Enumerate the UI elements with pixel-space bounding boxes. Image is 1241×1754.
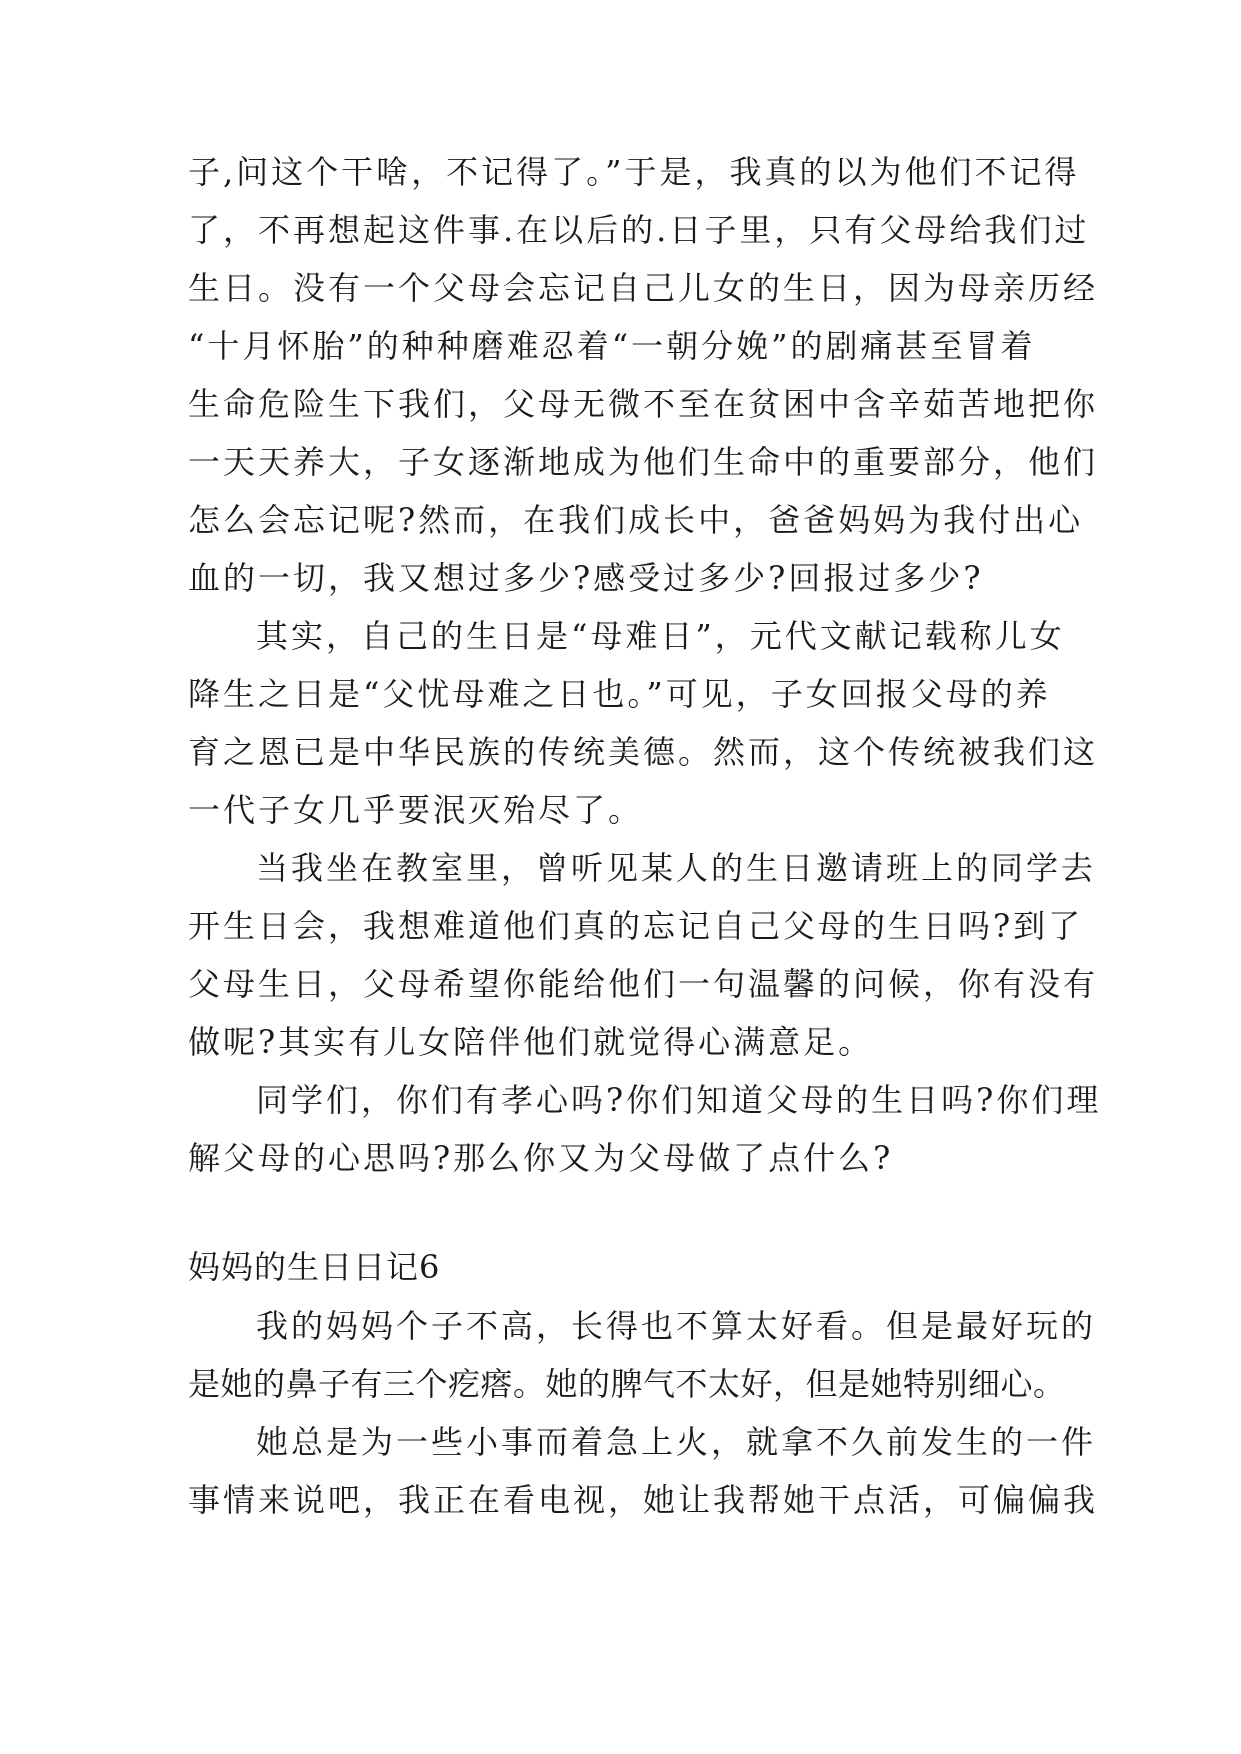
text-line: 血的一切，我又想过多少?感受过多少?回报过多少?: [188, 559, 984, 597]
paragraph-first-line: 当我坐在教室里，曾听见某人的生日邀请班上的同学去: [256, 849, 1097, 887]
text-line: 是她的鼻子有三个疙瘩。她的脾气不太好，但是她特别细心。: [188, 1365, 1066, 1403]
text-line: 子,问这个干啥，不记得了。”于是，我真的以为他们不记得: [188, 153, 1080, 191]
paragraph-first-line: 我的妈妈个子不高，长得也不算太好看。但是最好玩的: [256, 1307, 1097, 1345]
text-line: 解父母的心思吗?那么你又为父母做了点什么?: [188, 1139, 894, 1177]
text-line: 了，不再想起这件事.在以后的.日子里，只有父母给我们过: [188, 211, 1090, 249]
text-line: 开生日会，我想难道他们真的忘记自己父母的生日吗?到了: [188, 907, 1084, 945]
text-line: 事情来说吧，我正在看电视，她让我帮她干点活，可偏偏我: [188, 1481, 1099, 1519]
paragraph-first-line: 其实，自己的生日是“母难日”，元代文献记载称儿女: [256, 617, 1065, 655]
text-line: 育之恩已是中华民族的传统美德。然而，这个传统被我们这: [188, 733, 1099, 771]
text-line: 一天天养大，子女逐渐地成为他们生命中的重要部分，他们: [188, 443, 1099, 481]
text-line: 父母生日，父母希望你能给他们一句温馨的问候，你有没有: [188, 965, 1099, 1003]
text-line: “十月怀胎”的种种磨难忍着“一朝分娩”的剧痛甚至冒着: [188, 327, 1036, 365]
text-line: 降生之日是“父忧母难之日也。”可见，子女回报父母的养: [188, 675, 1051, 713]
paragraph-first-line: 她总是为一些小事而着急上火，就拿不久前发生的一件: [256, 1423, 1097, 1461]
text-line: 生日。没有一个父母会忘记自己儿女的生日，因为母亲历经: [188, 269, 1099, 307]
text-line: 一代子女几乎要泯灭殆尽了。: [188, 791, 644, 829]
text-line: 做呢?其实有儿女陪伴他们就觉得心满意足。: [188, 1023, 874, 1061]
text-line: 怎么会忘记呢?然而，在我们成长中，爸爸妈妈为我付出心: [188, 501, 1084, 539]
paragraph-first-line: 同学们，你们有孝心吗?你们知道父母的生日吗?你们理: [256, 1081, 1102, 1119]
section-heading: 妈妈的生日日记6: [188, 1248, 441, 1286]
text-line: 生命危险生下我们，父母无微不至在贫困中含辛茹苦地把你: [188, 385, 1099, 423]
